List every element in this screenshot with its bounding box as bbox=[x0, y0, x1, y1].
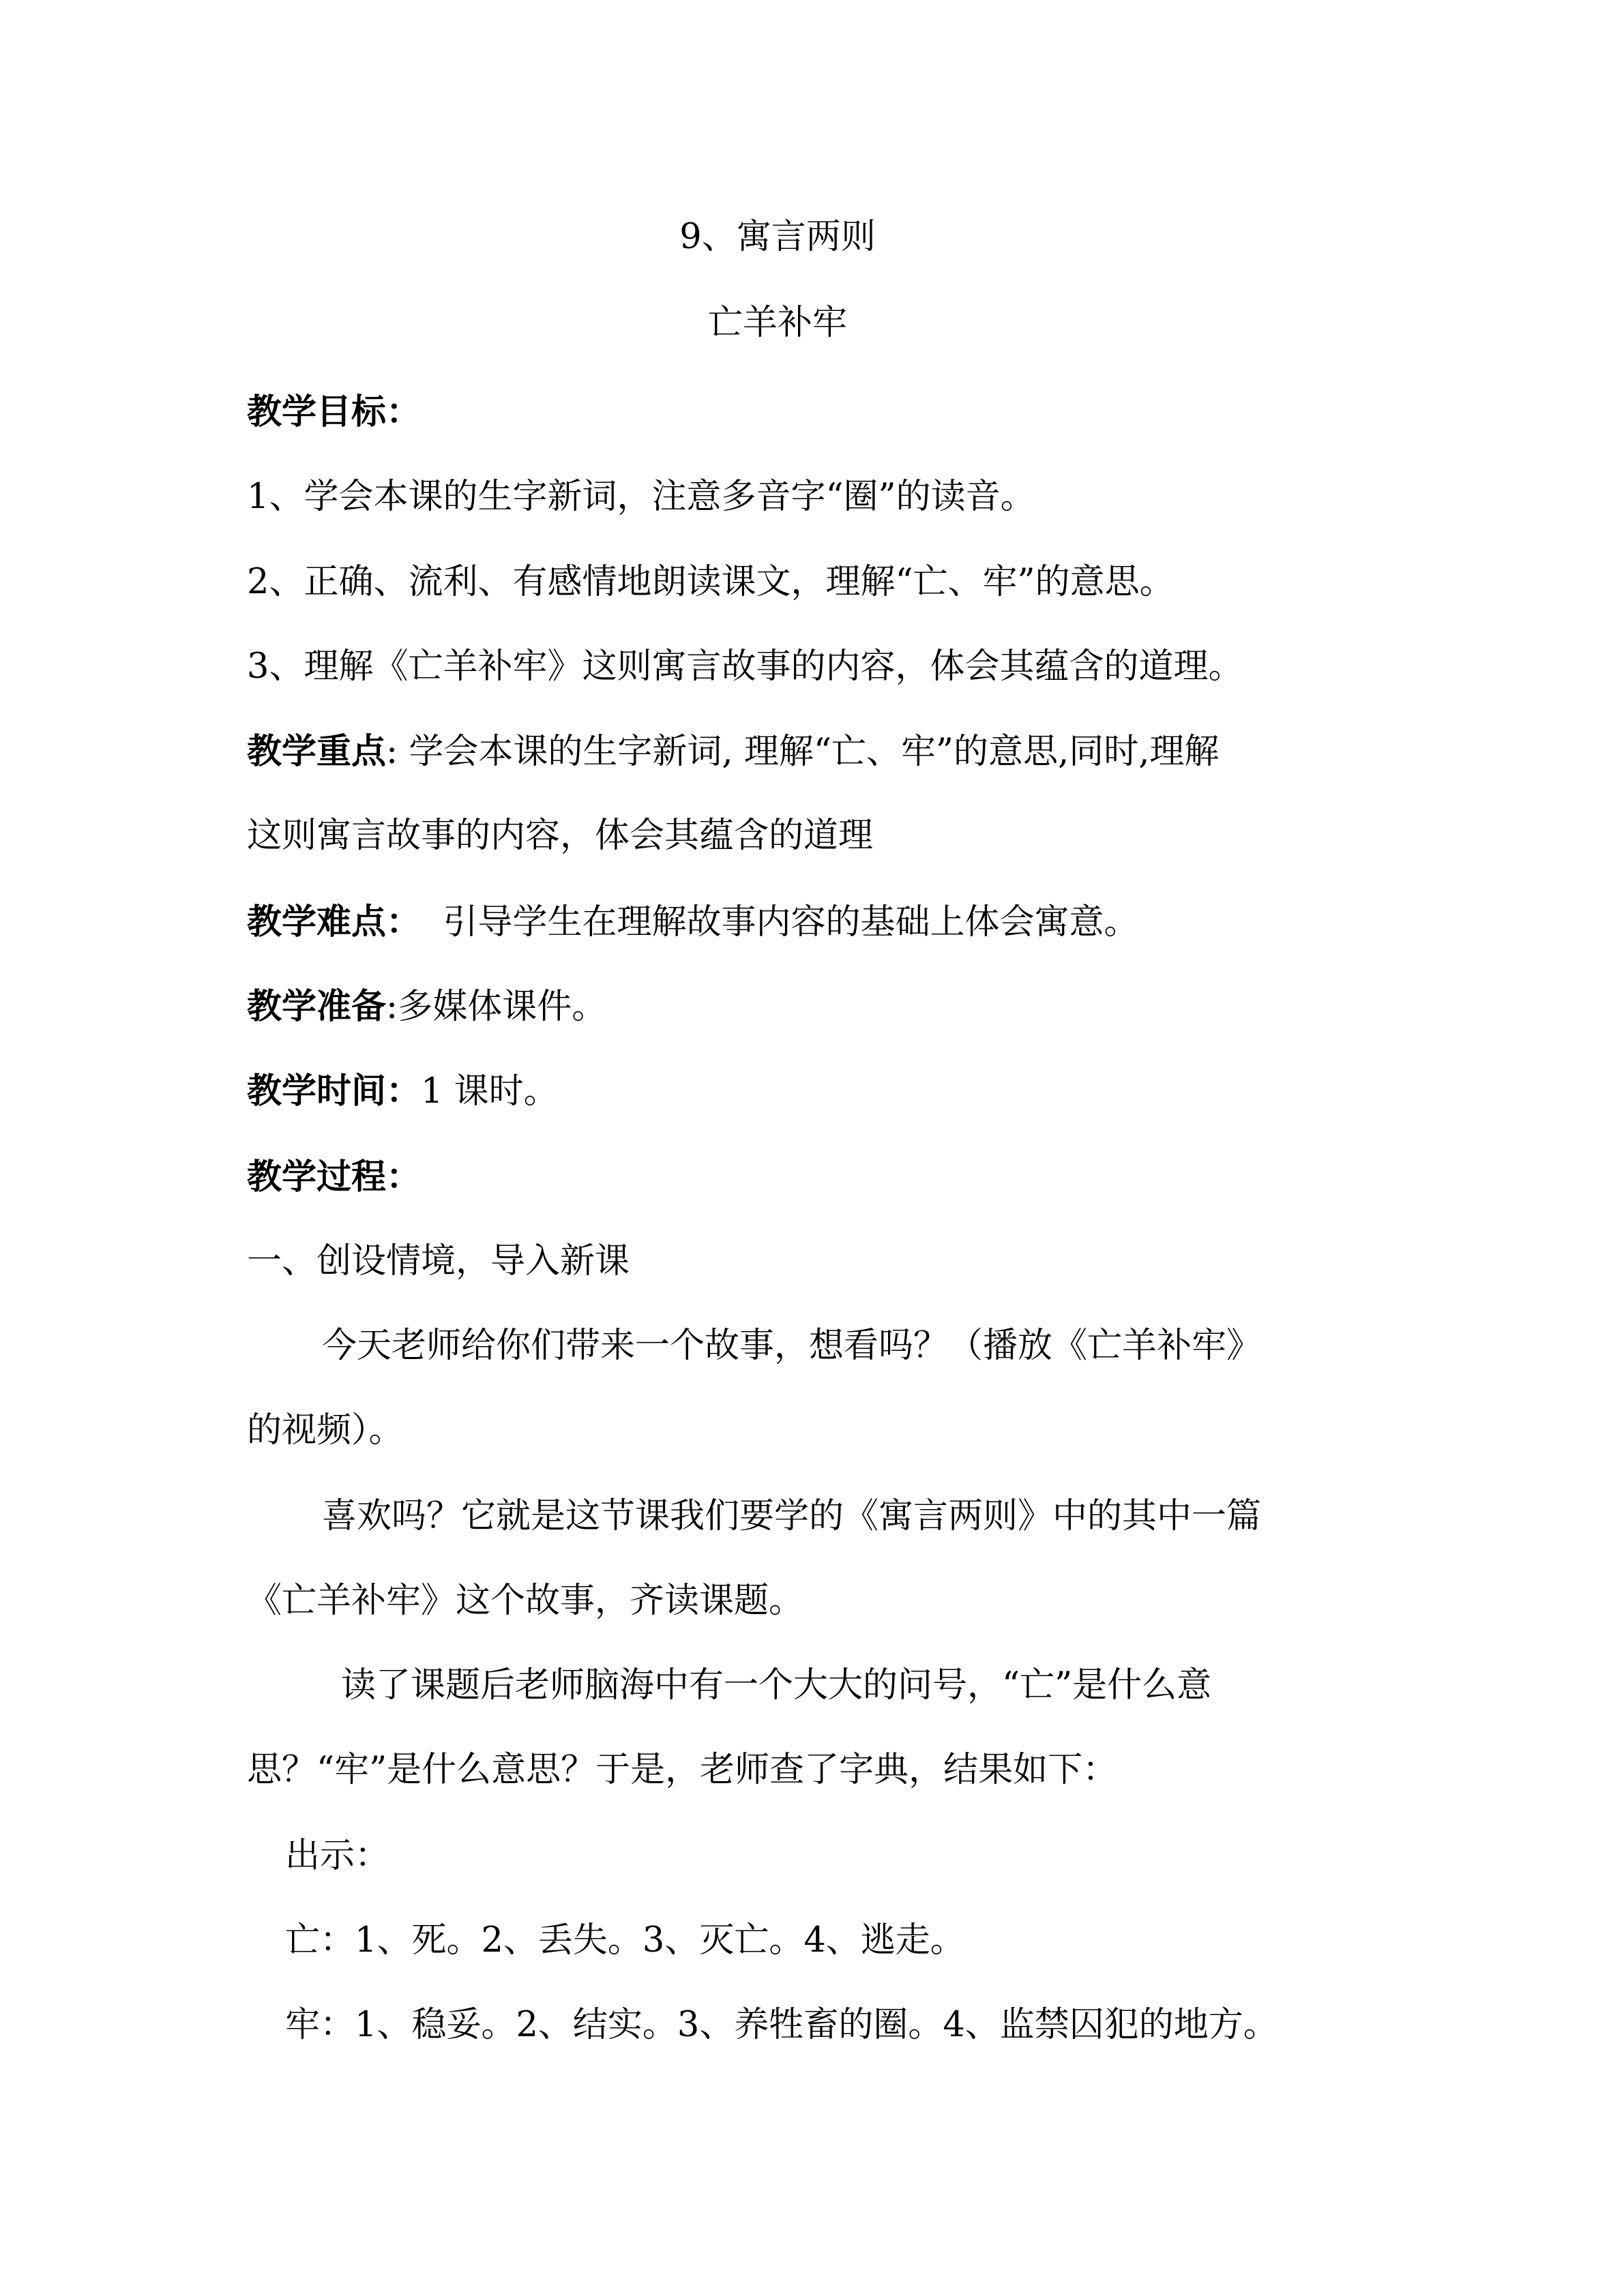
preparation-line bbox=[247, 985, 606, 1029]
key-points-line bbox=[247, 730, 1219, 774]
document-title: 9、寓言两则 bbox=[679, 217, 876, 257]
definition-wang: 亡：1、死。2、丢失。3、灭亡。4、逃走。 bbox=[285, 1920, 965, 1960]
process-heading: 教学过程： bbox=[247, 1157, 422, 1197]
section-1-title: 一、创设情境，导入新课 bbox=[247, 1241, 630, 1281]
difficulties-text: 引导学生在理解故事内容的基础上体会寓意。 bbox=[421, 902, 1139, 942]
lesson-subtitle: 亡羊补牢 bbox=[707, 303, 847, 343]
paragraph-3-line-2: 思？“牢”是什么意思？于是，老师查了字典，结果如下： bbox=[247, 1750, 1118, 1790]
paragraph-1-line-2: 的视频）。 bbox=[247, 1410, 404, 1450]
preparation-label: 教学准备 bbox=[247, 986, 387, 1027]
duration-line bbox=[247, 1069, 559, 1114]
key-points-label: 教学重点 bbox=[247, 731, 387, 772]
paragraph-2-line-1: 喜欢吗？它就是这节课我们要学的《寓言两则》中的其中一篇 bbox=[322, 1496, 1262, 1536]
objectives-heading: 教学目标： bbox=[247, 391, 422, 432]
paragraph-1-line-1: 今天老师给你们带来一个故事，想看吗？（播放《亡羊补牢》 bbox=[322, 1326, 1262, 1366]
difficulties-line bbox=[247, 900, 1138, 944]
key-points-continuation: 这则寓言故事的内容，体会其蕴含的道理 bbox=[247, 816, 874, 856]
duration-label: 教学时间： bbox=[247, 1071, 422, 1112]
objective-item-3: 3、理解《亡羊补牢》这则寓言故事的内容，体会其蕴含的道理。 bbox=[247, 646, 1243, 687]
objective-item-1: 1、学会本课的生字新词，注意多音字“圈”的读音。 bbox=[247, 477, 1035, 517]
preparation-text: :多媒体课件。 bbox=[386, 987, 607, 1027]
difficulties-label: 教学难点： bbox=[247, 901, 422, 942]
objective-item-2: 2、正确、流利、有感情地朗读课文，理解“亡、牢”的意思。 bbox=[247, 562, 1175, 602]
paragraph-2-line-2: 《亡羊补牢》这个故事，齐读课题。 bbox=[247, 1581, 804, 1621]
paragraph-3-line-1: 读了课题后老师脑海中有一个大大的问号，“亡”是什么意 bbox=[341, 1665, 1212, 1705]
definition-lao: 牢：1、稳妥。2、结实。3、养牲畜的圈。4、监禁囚犯的地方。 bbox=[285, 2005, 1278, 2045]
key-points-text: : 学会本课的生字新词, 理解“亡、牢”的意思,同时,理解 bbox=[386, 732, 1220, 772]
duration-text: 1 课时。 bbox=[421, 1071, 559, 1112]
show-label: 出示： bbox=[285, 1836, 390, 1876]
